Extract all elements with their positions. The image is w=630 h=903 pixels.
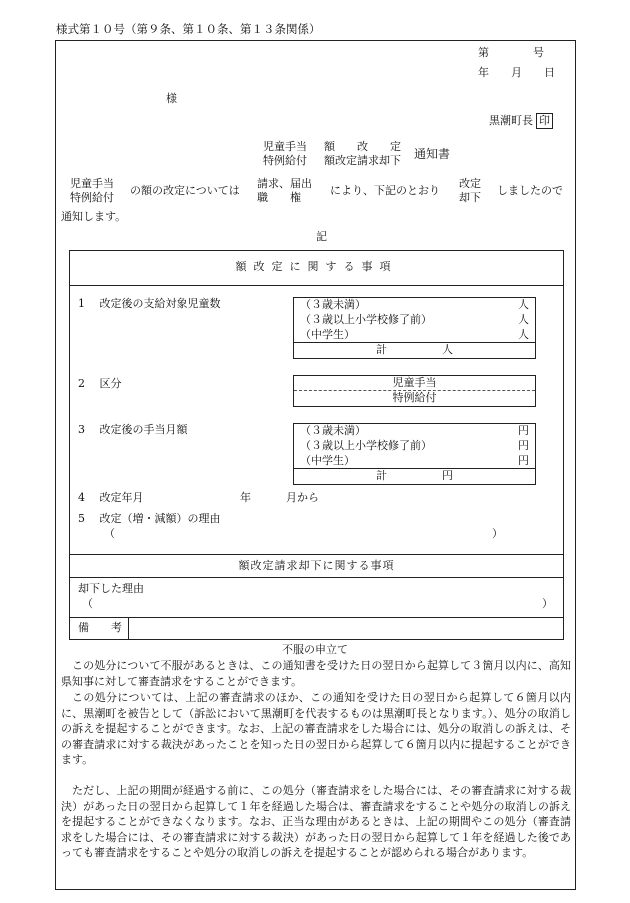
category-option xyxy=(294,376,535,391)
intro-text-3: しましたので xyxy=(497,184,563,197)
intro-option-result xyxy=(459,177,481,205)
intro-option-b2: 職 権 xyxy=(257,190,301,204)
monthly-amount-row xyxy=(294,424,535,439)
child-count-row-unit: 人 xyxy=(518,328,529,341)
title-option-kyakka: 額改定請求却下 xyxy=(324,153,401,167)
item2-label: 2 区分 xyxy=(78,377,122,390)
note-heading: 記 xyxy=(316,230,327,243)
child-count-row xyxy=(294,313,535,328)
child-count-row-label: （中学生） xyxy=(300,328,355,341)
issuer-name: 黒潮町長 xyxy=(489,114,533,127)
category-box xyxy=(293,375,536,407)
title-suffix: 通知書 xyxy=(414,147,451,161)
appeal-paragraph-1: この処分について不服があるときは、この通知書を受けた日の翌日から起算して３箇月以内に、高知県知事に対して審査請求をすることができます。 xyxy=(61,659,571,688)
monthly-amount-row-unit: 円 xyxy=(518,454,529,467)
category-option xyxy=(294,391,535,406)
child-count-row xyxy=(294,298,535,313)
intro-option-benefit xyxy=(70,177,114,205)
appeal-paragraph-3: ただし、上記の期間が経過する前に、この処分（審査請求をした場合には、その審査請求に対する裁決）があった日の翌日から起算して１年を経過した場合は、審査請求をすることや処分の取消しの訴えを提起することができなくなります。なお、正当な理由があるときは、上記の期間やこの処分（審査請求をした場合には、その審査請求に対する裁決）があった日の翌日から起算して１年を経過した後であっても審査請求をすることや処分の取消しの訴えを提起することが認められる場合があります。 xyxy=(61,784,571,859)
child-count-row-label: （３歳以上小学校修了前） xyxy=(300,313,432,326)
title-option-kaitei: 額 改 定 xyxy=(324,140,401,153)
item4-from: 月から xyxy=(286,491,319,504)
table-divider xyxy=(70,554,563,555)
title-option-tokurei-kyufu: 特例給付 xyxy=(263,153,307,167)
rejection-reason-label: 却下した理由 xyxy=(78,582,144,595)
intro-option-a1: 児童手当 xyxy=(70,177,114,190)
intro-option-c1: 改定 xyxy=(459,177,481,190)
monthly-amount-row xyxy=(294,454,535,469)
item4-label: 4 改定年月 xyxy=(78,491,144,504)
monthly-amount-box xyxy=(293,423,536,485)
document-number: 第 号 xyxy=(478,46,544,59)
issuer xyxy=(489,113,553,129)
table-divider xyxy=(70,285,563,286)
intro-text-4: 通知します。 xyxy=(61,210,127,223)
monthly-amount-row-unit: 円 xyxy=(518,424,529,437)
category-option-label: 特例給付 xyxy=(392,391,437,404)
title-action-type xyxy=(324,140,401,168)
section2-heading: 額改定請求却下に関する事項 xyxy=(238,559,395,572)
main-table xyxy=(69,250,564,640)
monthly-amount-row-label: （中学生） xyxy=(300,454,355,467)
item4-year: 年 xyxy=(240,491,251,504)
category-option-label: 児童手当 xyxy=(392,376,437,389)
child-count-box xyxy=(293,297,536,359)
monthly-amount-total-label: 計 円 xyxy=(376,469,453,482)
appeal-heading: 不服の申立て xyxy=(282,643,348,656)
title-option-jido-teate: 児童手当 xyxy=(263,140,307,153)
child-count-row-unit: 人 xyxy=(518,298,529,311)
item5-open-paren: （ xyxy=(104,527,115,540)
seal-mark: 印 xyxy=(536,113,553,129)
intro-option-request xyxy=(257,177,312,205)
child-count-total xyxy=(294,343,535,358)
intro-option-c2: 却下 xyxy=(459,190,481,204)
intro-text-2: により、下記のとおり xyxy=(330,184,440,197)
child-count-total-label: 計 人 xyxy=(376,343,453,356)
form-label: 様式第１０号（第９条、第１０条、第１３条関係） xyxy=(56,22,321,36)
monthly-amount-row-unit: 円 xyxy=(518,439,529,452)
monthly-amount-total xyxy=(294,469,535,484)
section1-heading: 額改定に関する事項 xyxy=(235,260,398,273)
remarks-divider xyxy=(128,617,129,640)
rejection-open-paren: （ xyxy=(82,597,93,610)
item5-close-paren: ） xyxy=(492,527,503,540)
child-count-row-unit: 人 xyxy=(518,313,529,326)
child-count-row xyxy=(294,328,535,343)
monthly-amount-row-label: （３歳未満） xyxy=(300,424,366,437)
item1-label: 1 改定後の支給対象児童数 xyxy=(78,297,221,310)
table-divider xyxy=(70,617,563,618)
appeal-paragraph-2: この処分については、上記の審査請求のほか、この通知を受けた日の翌日から起算して６箇月以内に、黒潮町を被告として（訴訟において黒潮町を代表するものは黒潮町長となります。）、処分の取消しの訴えを提起することができます。なお、上記の審査請求をした場合には、処分の取消しの訴えは、その審査請求に対する裁決があったことを知った日の翌日から起算して６箇月以内に提起することができます。 xyxy=(61,691,571,766)
child-count-row-label: （３歳未満） xyxy=(300,298,366,311)
title-benefit-type xyxy=(263,140,307,168)
intro-option-a2: 特例給付 xyxy=(70,190,114,204)
intro-text-1: の額の改定については xyxy=(130,184,240,197)
addressee-suffix: 様 xyxy=(166,92,177,105)
item5-label: 5 改定（増・減額）の理由 xyxy=(78,512,221,525)
table-divider xyxy=(70,577,563,578)
document-date: 年 月 日 xyxy=(478,66,555,79)
remarks-label: 備 考 xyxy=(78,621,122,634)
rejection-close-paren: ） xyxy=(542,597,553,610)
item3-label: 3 改定後の手当月額 xyxy=(78,423,188,436)
monthly-amount-row-label: （３歳以上小学校修了前） xyxy=(300,439,432,452)
monthly-amount-row xyxy=(294,439,535,454)
intro-option-b1: 請求、届出 xyxy=(257,177,312,190)
